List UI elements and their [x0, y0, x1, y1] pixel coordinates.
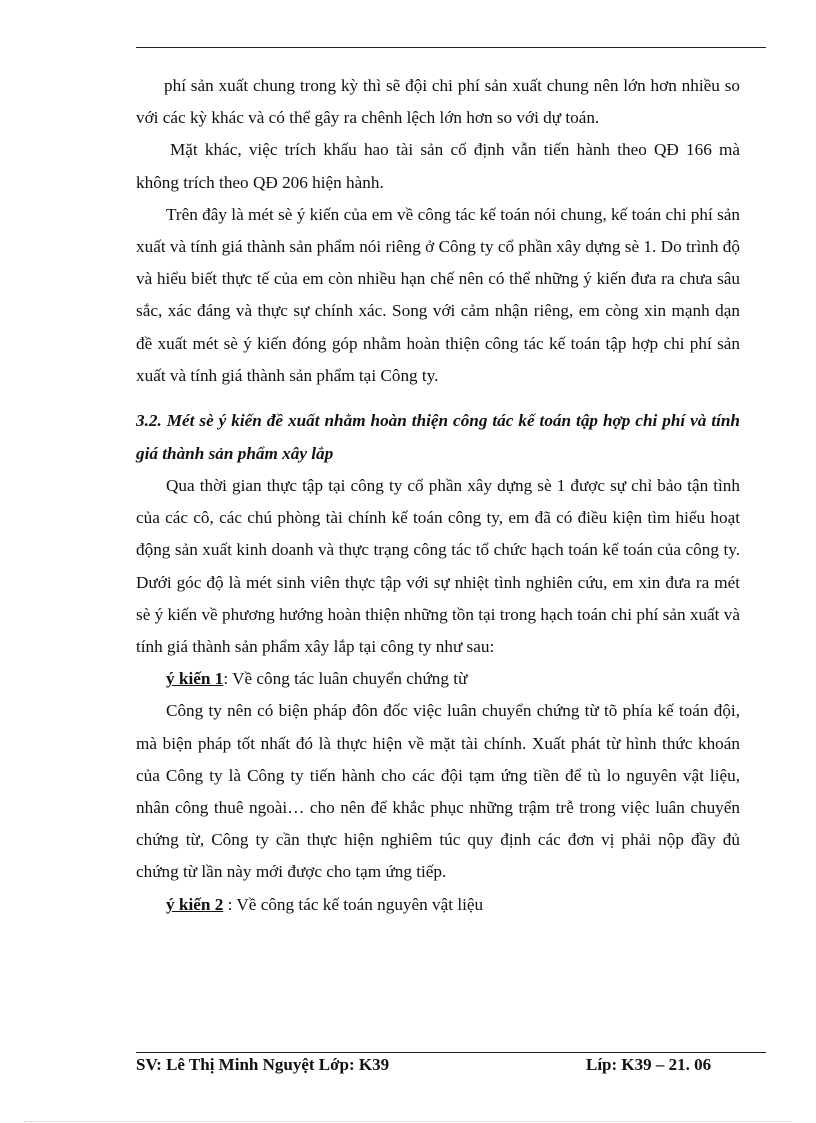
- footer-rule: [136, 1052, 766, 1053]
- paragraph-summary: Trên đây là mét sè ý kiến của em về công tác kế toán nói chung, kế toán chi phí sản xuất và tính giá thành sản phẩm nói riêng ở Công ty cổ phần xây dựng sè 1. Do trình độ và hiểu biết thực tế của em còn nhiều hạn chế nên có thể những ý kiến đưa ra chưa sâu sắc, xác đáng và thực sự chính xác. Song với cảm nhận riêng, em còng xin mạnh dạn đề xuất mét sè ý kiến đóng góp nhằm hoàn thiện công tác kế toán tập hợp chi phí sản xuất và tính giá thành sản phẩm tại Công ty.: [136, 204, 740, 385]
- opinion-1-title: : Về công tác luân chuyển chứng từ: [223, 669, 468, 689]
- footer-student: SV: Lê Thị Minh Nguyệt Lớp: K39: [136, 1055, 390, 1074]
- opinion-1-label: ý kiến 1: [166, 669, 224, 689]
- section-heading: 3.2. Mét sè ý kiến đề xuất nhằm hoàn thiện công tác kế toán tập hợp chi phí và tính giá thành sản phẩm xây lắp: [136, 411, 740, 464]
- opinion-1: [136, 663, 740, 695]
- paragraph-depreciation: Mặt khác, việc trích khấu hao tài sản cố định vẫn tiến hành theo QĐ 166 mà không trích theo QĐ 206 hiện hành.: [136, 140, 740, 192]
- document-body: [136, 70, 740, 921]
- header-rule: [136, 47, 766, 48]
- page-edge: [24, 1121, 792, 1122]
- footer-class: Líp: K39 – 21. 06: [586, 1055, 712, 1074]
- paragraph-continuation: phí sản xuất chung trong kỳ thì sẽ đội chi phí sản xuất chung nên lớn hơn nhiều so với các kỳ khác và có thể gây ra chênh lệch lớn hơn so với dự toán.: [136, 76, 740, 128]
- opinion-2: [136, 889, 740, 921]
- paragraph-internship: Qua thời gian thực tập tại công ty cổ phần xây dựng sè 1 được sự chỉ bảo tận tình của các cô, các chú phòng tài chính kế toán công ty, em đã có điều kiện tìm hiểu hoạt động sản xuất kinh doanh và thực trạng công tác tổ chức hạch toán kế toán của công ty. Dưới góc độ là mét sinh viên thực tập với sự nhiệt tình nghiên cứu, em xin đưa ra mét sè ý kiến về phương hướng hoàn thiện những tồn tại trong hạch toán chi phí sản xuất và tính giá thành sản phẩm xây lắp tại công ty như sau:: [136, 476, 740, 657]
- opinion-2-title: : Về công tác kế toán nguyên vật liệu: [223, 894, 484, 914]
- paragraph-documents: Công ty nên có biện pháp đôn đốc việc luân chuyển chứng từ tõ phía kế toán đội, mà biện pháp tốt nhất đó là thực hiện về mặt tài chính. Xuất phát từ hình thức khoán của Công ty là Công ty tiến hành cho các đội tạm ứng tiền để tù lo nguyên vật liệu, nhân công thuê ngoài… cho nên để khắc phục những trậm trễ trong việc luân chuyển chứng từ, Công ty cần thực hiện nghiêm túc quy định các đơn vị phải nộp đầy đủ chứng từ lần này mới được cho tạm ứng tiếp.: [136, 701, 740, 882]
- opinion-2-label: ý kiến 2: [166, 894, 224, 914]
